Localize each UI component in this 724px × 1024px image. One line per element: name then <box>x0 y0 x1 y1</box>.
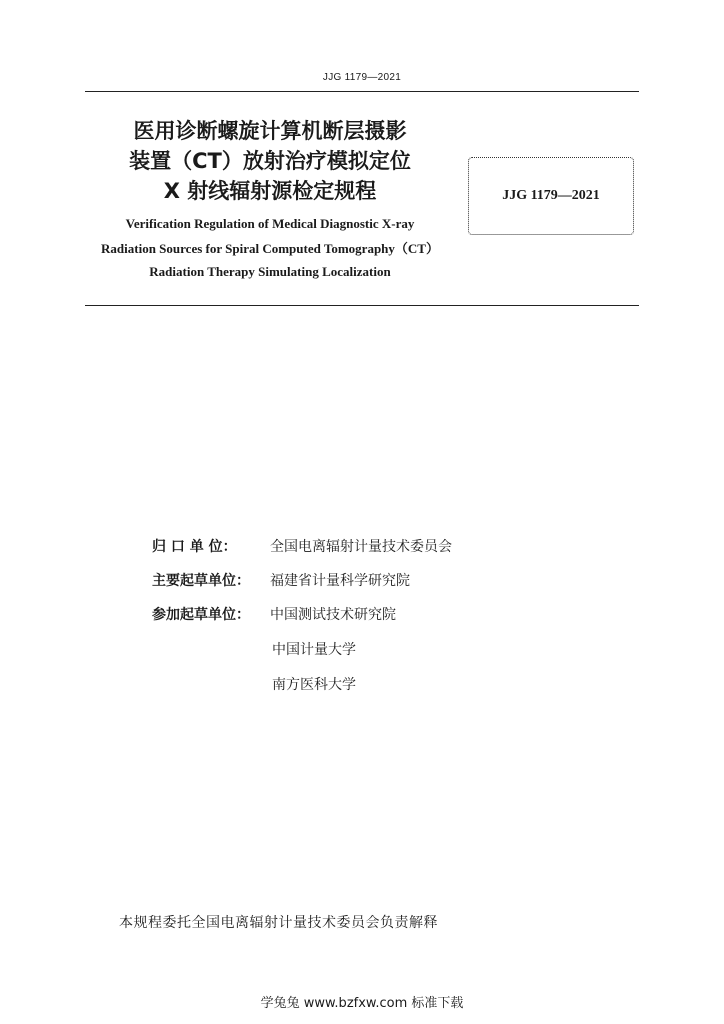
responsible-unit-label: 归 口 单 位： <box>152 539 237 555</box>
title-cn-line1: 医用诊断螺旋计算机断层摄影 <box>133 119 407 143</box>
title-en-line3: Radiation Therapy Simulating Localization <box>149 264 391 279</box>
participating-value-3: 南方医科大学 <box>272 677 356 693</box>
title-en-line2: Radiation Sources for Spiral Computed Tomography（CT） <box>101 241 439 256</box>
regulation-code-box <box>468 157 634 235</box>
header-rule <box>85 91 639 92</box>
participating-value-1: 中国测试技术研究院 <box>270 607 396 623</box>
title-cn-line3: X 射线辐射源检定规程 <box>163 179 377 203</box>
main-drafter-value: 福建省计量科学研究院 <box>270 573 410 589</box>
participating-label: 参加起草单位： <box>152 607 250 623</box>
footer-watermark: 学兔兔 www.bzfxw.com 标准下载 <box>260 996 464 1011</box>
regulation-code: JJG 1179—2021 <box>502 188 600 203</box>
responsible-unit-row <box>152 537 452 557</box>
main-drafter-row <box>152 571 410 591</box>
interpretation-note: 本规程委托全国电离辐射计量技术委员会负责解释 <box>119 915 438 931</box>
title-en-line1: Verification Regulation of Medical Diagnostic X-ray <box>125 216 415 231</box>
main-drafter-label: 主要起草单位： <box>152 573 250 589</box>
title-cn-line2: 装置（CT）放射治疗模拟定位 <box>129 149 411 173</box>
responsible-unit-value: 全国电离辐射计量技术委员会 <box>270 539 452 555</box>
title-rule <box>85 305 639 306</box>
participating-row <box>152 605 396 625</box>
participating-value-2: 中国计量大学 <box>272 642 356 658</box>
header-code: JJG 1179—2021 <box>322 72 402 83</box>
